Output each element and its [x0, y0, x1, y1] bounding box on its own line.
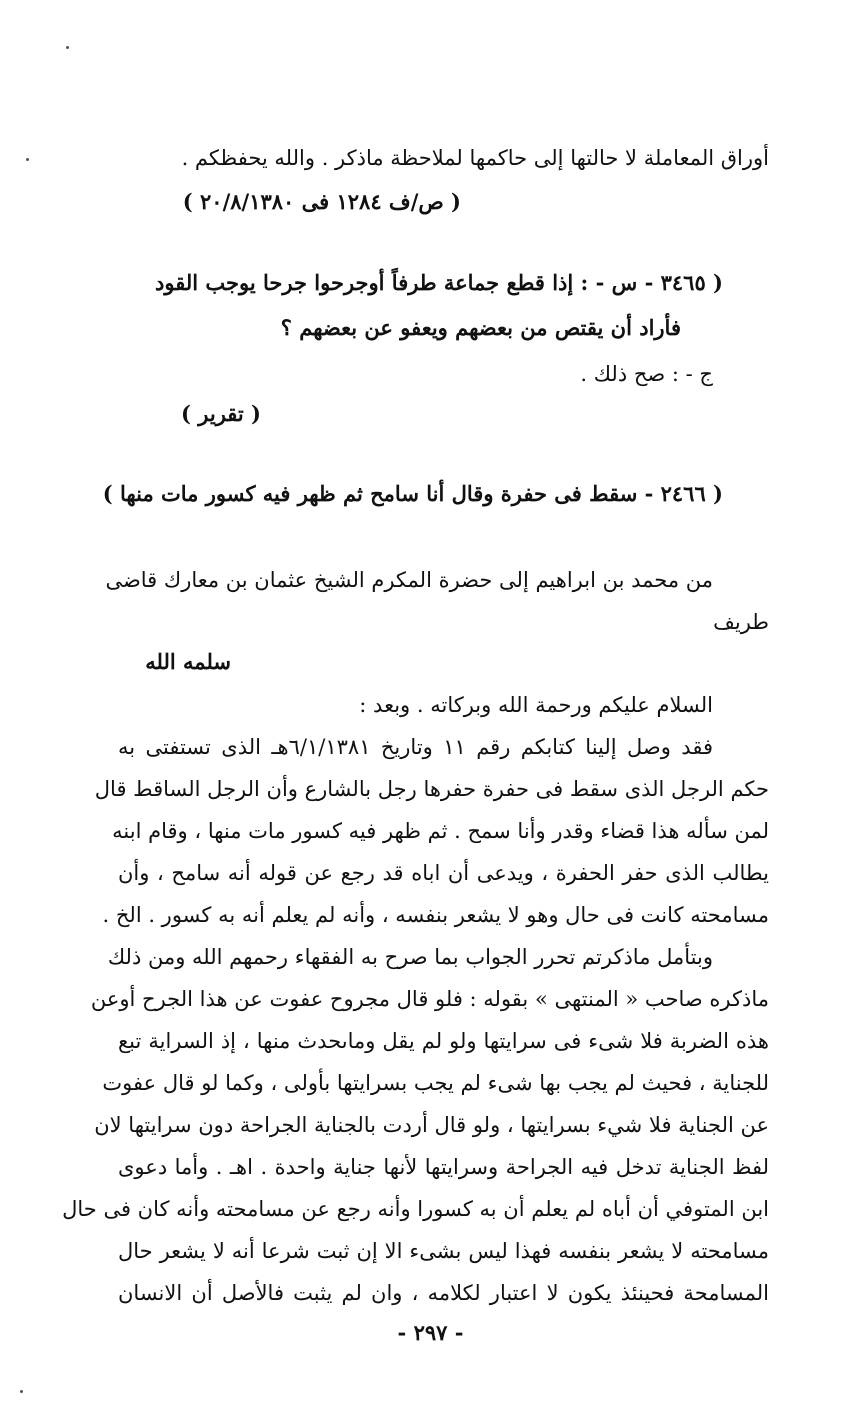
page-number: - ٢٩٧ - [397, 1320, 464, 1345]
answer-line: ج - : صح ذلك . [580, 362, 713, 386]
citation-line: ( ص/ف ١٢٨٤ فى ٢٠/٨/١٣٨٠ ) [182, 189, 461, 214]
body-line-10: عن الجناية فلا شيء بسرايتها ، ولو قال أردت بالجناية الجراحة دون سرايتها لان [94, 1113, 769, 1137]
body-line-13: مسامحته لا يشعر بنفسه فهذا ليس بشىء الا إن ثبت شرعا أنه لا يشعر حال [118, 1239, 769, 1263]
letter-address-line-2: طريف [713, 610, 769, 634]
body-line-7: ماذكره صاحب « المنتهى » بقوله : فلو قال مجروح عفوت عن هذا الجرح أوعن [90, 987, 769, 1011]
body-line-9: للجناية ، فحيث لم يجب بها شىء لم يجب بسرايتها بأولى ، وكما لو قال عفوت [102, 1071, 769, 1095]
body-line-11: لفظ الجناية تدخل فيه الجراحة وسرايتها لأنها جناية واحدة . اهـ . وأما دعوى [118, 1155, 769, 1179]
section-heading: ( ٢٤٦٦ - سقط فى حفرة وقال أنا سامح ثم ظهر فيه كسور مات منها ) [102, 481, 723, 506]
scan-speck [26, 158, 29, 161]
text-line-1: أوراق المعاملة لا حالتها إلى حاكمها لملاحظة ماذكر . والله يحفظكم . [181, 146, 769, 170]
greeting-blessing: سلمه الله [145, 649, 231, 674]
letter-address-line-1: من محمد بن ابراهيم إلى حضرة المكرم الشيخ عثمان بن معارك قاضى [105, 568, 713, 592]
body-line-12: ابن المتوفي أن أباه لم يعلم أن به كسورا وأنه رجع عن مسامحته وأنه كان فى حال [62, 1197, 769, 1221]
body-line-6: وبتأمل ماذكرتم تحرر الجواب بما صرح به الفقهاء رحمهم الله ومن ذلك [107, 945, 713, 969]
body-line-2: حكم الرجل الذى سقط فى حفرة حفرها رجل بالشارع وأن الرجل الساقط قال [94, 777, 769, 801]
salutation-line: السلام عليكم ورحمة الله وبركاته . وبعد : [359, 693, 713, 717]
question-heading-line-2: فأراد أن يقتص من بعضهم ويعفو عن بعضهم ؟ [280, 315, 681, 340]
question-heading-line-1: ( ٣٤٦٥ - س - : إذا قطع جماعة طرفاً أوجرحوا جرحا يوجب القود [155, 270, 723, 295]
body-line-4: يطالب الذى حفر الحفرة ، ويدعى أن اباه قد رجع عن قوله أنه سامح ، وأن [118, 861, 769, 885]
scan-speck [20, 1390, 23, 1393]
body-line-14: المسامحة فحينئذ يكون لا اعتبار لكلامه ، وان لم يثبت فالأصل أن الانسان [118, 1281, 769, 1305]
scan-speck [66, 46, 69, 49]
body-line-5: مسامحته كانت فى حال وهو لا يشعر بنفسه ، وأنه لم يعلم أنه به كسور . الخ . [102, 903, 769, 927]
body-line-3: لمن سأله هذا قضاء وقدر وأنا سمح . ثم ظهر فيه كسور مات منها ، وقام ابنه [112, 819, 769, 843]
body-line-8: هذه الضربة فلا شىء فى سرايتها ولو لم يقل وماىحدث منها ، إذ السراية تبع [118, 1029, 769, 1053]
source-note: ( تقرير ) [181, 401, 261, 426]
body-line-1: فقد وصل إلينا كتابكم رقم ١١ وتاريخ ٦/١/١٣٨١هـ الذى تستفتى به [118, 735, 713, 759]
